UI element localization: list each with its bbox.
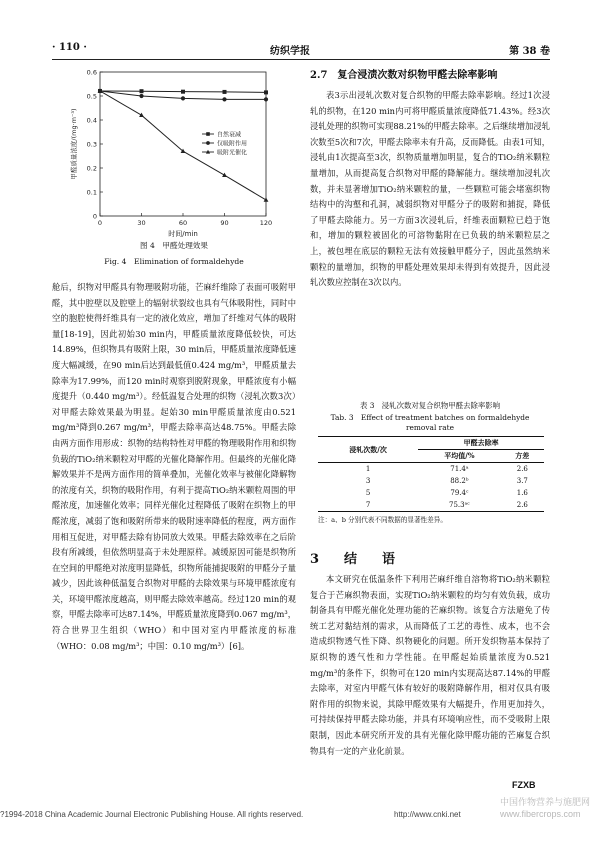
y-tick-label: 0.5 (86, 92, 97, 101)
table-row (318, 499, 544, 512)
end-mark: FZXB (512, 780, 536, 790)
x-tick-label: 60 (178, 219, 188, 227)
table-cell-mean: 71.4ᵃ (450, 465, 469, 473)
table-3 (318, 436, 544, 512)
figure-4-caption-en: Fig. 4 Elimination of formaldehyde (104, 257, 244, 266)
footer-url: http://www.cnki.net (394, 810, 461, 819)
table-cell-mean: 88.2ᵇ (450, 477, 469, 485)
y-tick-label: 0.6 (86, 68, 97, 77)
table-row (318, 475, 544, 487)
table-header-variance: 方差 (515, 451, 530, 460)
data-point (223, 90, 227, 94)
table-cell-variance: 3.7 (516, 477, 528, 485)
paragraph-figure4-discussion: 舱后，织物对甲醛具有物理吸附功能，芒麻纤维除了表面可吸附甲醛，其中腔壁以及腔壁上的辐射状裂纹也具有气体吸附性，同时中空的胞腔使得纤维具有一定的液化效应，增加了纤维对气体的吸附量[18-19]，因此初始30 min内，甲醛质量浓度降低较快，可达14.89%，但织物具有吸附上限，30 min后，甲醛质量浓度降低速度大幅减缓，在90 min后达到最低值0.424 mg/m³，甲醛质量去除率为17.99%，而120 min时观察到脱附现象，甲醛浓度有小幅度提升（0.440 mg/m³）。经低温复合处理的织物（浸轧次数3次）对甲醛去除效果最为明显。起始30 min甲醛质量浓度由0.521 mg/m³降到0.267 mg/m³，甲醛去除率高达48.75%。甲醛去除由两方面作用形成：织物的结构特性对甲醛的物理吸附作用和织物负载的TiO₂纳米颗粒对甲醛的光催化降解作用。但最终的光催化降解效果并不是两方面作用的简单叠加，光催化效率与被催化降解物的浓度有关，织物的吸附作用，有利于提高TiO₂纳米颗粒周围的甲醛浓度，加速催化效率；同样光催化过程降低了吸附在织物上的甲醛浓度，减弱了饱和吸附所带来的吸附速率降低的程度，两方面作用相互促进，对甲醛去除有协同放大效果。甲醛去除效率在之后阶段有所减缓，但依然明显高于未处理原样。减缓原因可能是织物所在空间的甲醛绝对浓度明显降低，织物所能捕捉吸附的甲醛分子量减少，因此该种低温复合织物对甲醛的去除效果与环境甲醛浓度有关，环境甲醛浓度越高，则甲醛去除效率越高。经过120 min的观察，甲醛去除率可达87.14%，甲醛质量浓度降到0.067 mg/m³，符合世界卫生组织（WHO）和中国对室内甲醛浓度的标准（WHO：0.08 mg/m³；中国：0.10 mg/m³）[6]。 (52, 282, 296, 651)
table-cell-times: 1 (365, 465, 371, 473)
figure-4 (52, 66, 296, 276)
table-cell-times: 7 (365, 501, 371, 509)
x-axis-label: 时间/min (168, 230, 198, 238)
legend-label: 仅吸附作用 (217, 140, 248, 148)
table-cell-variance: 2.6 (516, 465, 528, 473)
data-point (181, 90, 185, 94)
data-point (264, 197, 269, 201)
y-tick-label: 0.3 (86, 140, 97, 149)
table-cell-times: 3 (365, 477, 371, 485)
table-header-times: 浸轧次数/次 (318, 437, 418, 463)
y-tick-label: 0.2 (86, 164, 97, 173)
page-number: · 110 · (52, 42, 87, 53)
figure-4-caption-zh: 图 4 甲醛处理效果 (140, 241, 208, 250)
volume-label: 第 38 卷 (509, 46, 550, 57)
table-cell-mean: 75.3ᵃᶜ (449, 501, 470, 509)
journal-title: 纺织学报 (270, 46, 310, 57)
table-row (318, 463, 544, 476)
table-3-title-en-2: removal rate (406, 423, 454, 432)
x-tick-label: 0 (97, 219, 103, 227)
table-3-note: 注：a、b 分别代表不同数据的显著性差异。 (318, 516, 447, 524)
header-rule (52, 59, 550, 60)
legend-marker (206, 132, 210, 136)
data-point (139, 113, 144, 117)
data-point (181, 96, 185, 100)
paragraph-conclusion: 本文研究在低温条件下利用芒麻纤维自溶物将TiO₂纳米颗粒复合于芒麻织物表面，实现TiO₂纳米颗粒的均匀有效负载，成功制备具有甲醛光催化处理功能的芒麻织物。该复合方法避免了传统工艺对黏结剂的需求，从而降低了工艺的毒性、成本，也不会造成织物透气性下降、织物硬化的问题。所开发织物基本保持了原织物的透气性和力学性能。在甲醛起始质量浓度为0.521 mg/m³的条件下，织物可在120 min内实现高达87.14%的甲醛去除率，对室内甲醛气体有较好的吸附降解作用，相对仅具有吸附作用的织物来说，其除甲醛效果有大幅提升，作用更加持久，可持续保持甲醛去除功能，并具有环境响应性，而不受吸附上限限制，因此本研究所开发的具有光催化除甲醛功能的芒麻复合织物具有一定的产业化前景。 (310, 574, 550, 756)
paragraph-section-2-7: 表3示出浸轧次数对复合织物的甲醛去除率影响。经过1次浸轧的织物，在120 min内可将甲醛质量浓度降低71.43%。经3次浸轧处理的织物可实现88.21%的甲醛去除率。之后继续增加浸轧次数至5次和7次，甲醛去除率未有升高，反而降低。由表1可知，浸轧由1次提高至3次，织物质量增加明显，复合的TiO₂纳米颗粒量增加，从而提高复合织物对甲醛的降解能力。继续增加浸轧次数，并未显著增加TiO₂纳米颗粒的量，一些颗粒可能会堵塞织物结构中的沟壑和孔洞，减弱织物对甲醛分子的吸附和捕捉，降低了甲醛去除能力。另一方面3次浸轧后，纤维表面颗粒已趋于饱和，增加的颗粒被固化的可溶物黏附在已负载的纳米颗粒层之上，被包埋在底层的颗粒无法有效接触甲醛分子，因此虽然纳米颗粒的量增加，织物的甲醛处理效果却未得到有效提升，因此浸轧次数应控制在3次以内。 (310, 90, 550, 288)
x-tick-label: 90 (220, 219, 229, 227)
figure-4-chart (52, 66, 296, 240)
x-tick-label: 30 (137, 219, 146, 227)
right-column-section-3 (310, 572, 550, 759)
table-row (318, 487, 544, 499)
table-3-title-zh: 表 3 浸轧次数对复合织物甲醛去除率影响 (359, 401, 501, 410)
y-tick-label: 0.4 (86, 116, 97, 125)
copyright-notice: ?1994-2018 China Academic Journal Electronic Publishing House. All rights reserved. (0, 810, 304, 819)
data-point (264, 90, 268, 94)
y-axis-label: 甲醛质量浓度/(mg·m⁻³) (70, 108, 78, 180)
section-2-7-title: 2.7 复合浸渍次数对织物甲醛去除率影响 (310, 70, 498, 81)
data-point (264, 97, 268, 101)
legend-label: 吸附光催化 (217, 149, 248, 157)
running-header (52, 42, 550, 58)
section-3-title: 3 结 语 (310, 552, 402, 567)
table-cell-times: 5 (365, 489, 371, 497)
data-point (139, 94, 143, 98)
table-header-mean: 平均值/% (444, 451, 475, 460)
table-cell-mean: 79.4ᶜ (450, 489, 469, 497)
data-point (140, 89, 144, 93)
y-tick-label: 0 (92, 212, 97, 221)
table-3-title-en-1: Tab. 3 Effect of treatment batches on formaldehyde (330, 413, 530, 422)
watermark (500, 796, 590, 820)
table-cell-variance: 1.6 (516, 489, 528, 497)
watermark-line-1: 中国作物营养与施肥网 (500, 797, 591, 807)
x-tick-label: 120 (259, 219, 273, 227)
y-tick-label: 0.1 (86, 188, 97, 197)
left-column (52, 280, 296, 654)
data-point (222, 97, 226, 101)
table-header-removal: 甲醛去除率 (418, 437, 544, 450)
legend-label: 自然衰减 (217, 131, 242, 139)
table-cell-variance: 2.6 (516, 501, 528, 509)
watermark-line-2: www.fibercrops.com (500, 809, 581, 819)
right-column-section-2-7 (310, 88, 550, 291)
legend-marker (206, 141, 210, 145)
